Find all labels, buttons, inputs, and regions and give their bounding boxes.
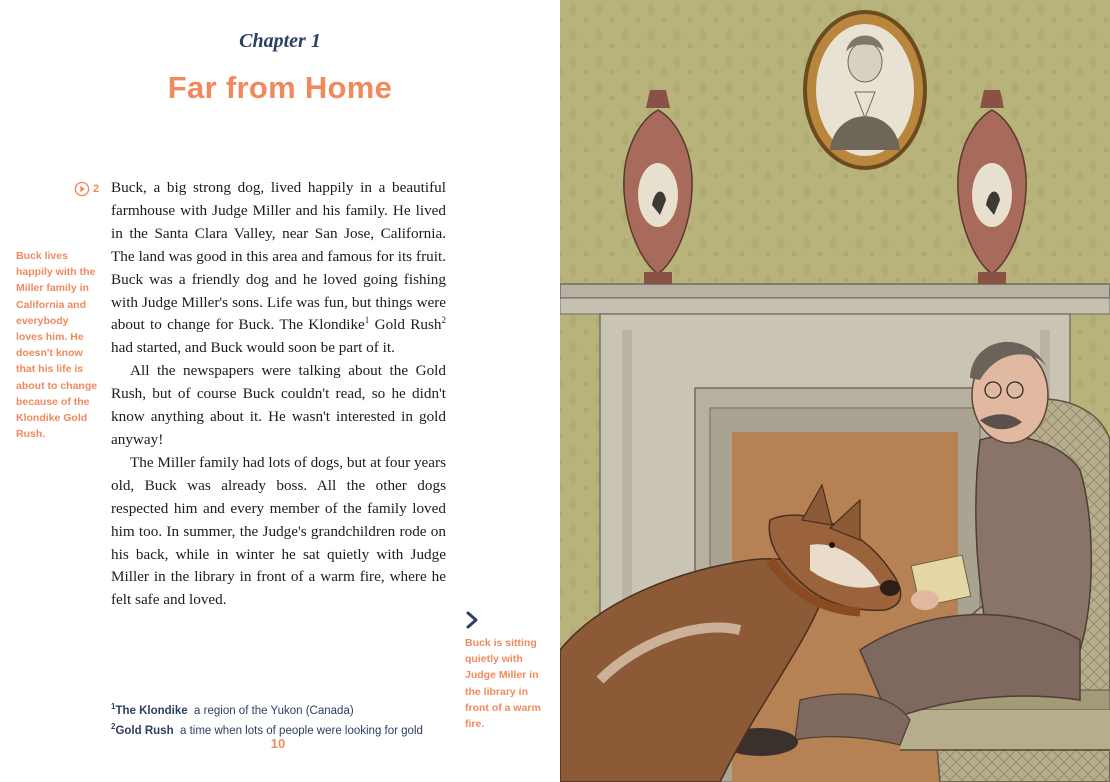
footnote: $^2$Gold Rush a time when lots of people were looking for gold (111, 722, 423, 738)
play-icon (74, 181, 90, 197)
story-text (111, 177, 446, 612)
portrait-frame (805, 12, 925, 168)
footnote-term: The Klondike (115, 704, 188, 717)
footnote-marker: 2 (441, 315, 447, 326)
audio-track-button[interactable] (74, 181, 99, 197)
page-number: 10 (270, 736, 286, 751)
paragraph: The Miller family had lots of dogs, but at four years old, Buck was already boss. All the other dogs respected him and every member of the family loved him too. In summer, the Judge's grandchildren rode on his back, while in winter he sat quietly with Judge Miller in the library in front of a warm fire, where he felt safe and loved. (111, 453, 446, 609)
audio-track-number: 2 (93, 183, 100, 195)
footnote-definition: a time when lots of people were looking for gold (179, 725, 423, 738)
footnotes (111, 699, 461, 740)
side-note-summary: Buck lives happily with the Miller family in California and everybody loves him. He doesn't know that his life is about to change because of the Klondike Gold Rush. (16, 250, 98, 441)
chapter-label: Chapter 1 (239, 30, 321, 52)
footnote-marker: 1 (364, 315, 370, 326)
paragraph: All the newspapers were talking about the Gold Rush, but of course Buck couldn't read, so he didn't know anything about it. He wasn't interested in gold anyway! (111, 362, 446, 448)
chevron-right-icon[interactable] (465, 611, 479, 629)
footnote: $^1$The Klondike a region of the Yukon (Canada) (111, 702, 354, 717)
footnote-definition: a region of the Yukon (Canada) (194, 704, 354, 717)
paragraph: Buck, a big strong dog, lived happily in a beautiful farmhouse with Judge Miller and his family. He lived in the Santa Clara Valley, near San Jose, California. The land was good in this area and famous for its fruit. Buck was a friendly dog and he loved going fishing with Judge Miller's sons. Life was fun, but things were about to change for Buck. The Klondike$^1$ Gold Rush$^2$ had started, and Buck would soon be part of it. (111, 179, 447, 357)
side-note-caption: Buck is sitting quietly with Judge Miller in the library in front of a warm fire. (465, 637, 541, 731)
illustration (560, 0, 1110, 782)
library-scene-image (560, 0, 1110, 782)
chapter-title: Far from Home (167, 70, 393, 105)
footnote-term: Gold Rush (115, 725, 174, 738)
